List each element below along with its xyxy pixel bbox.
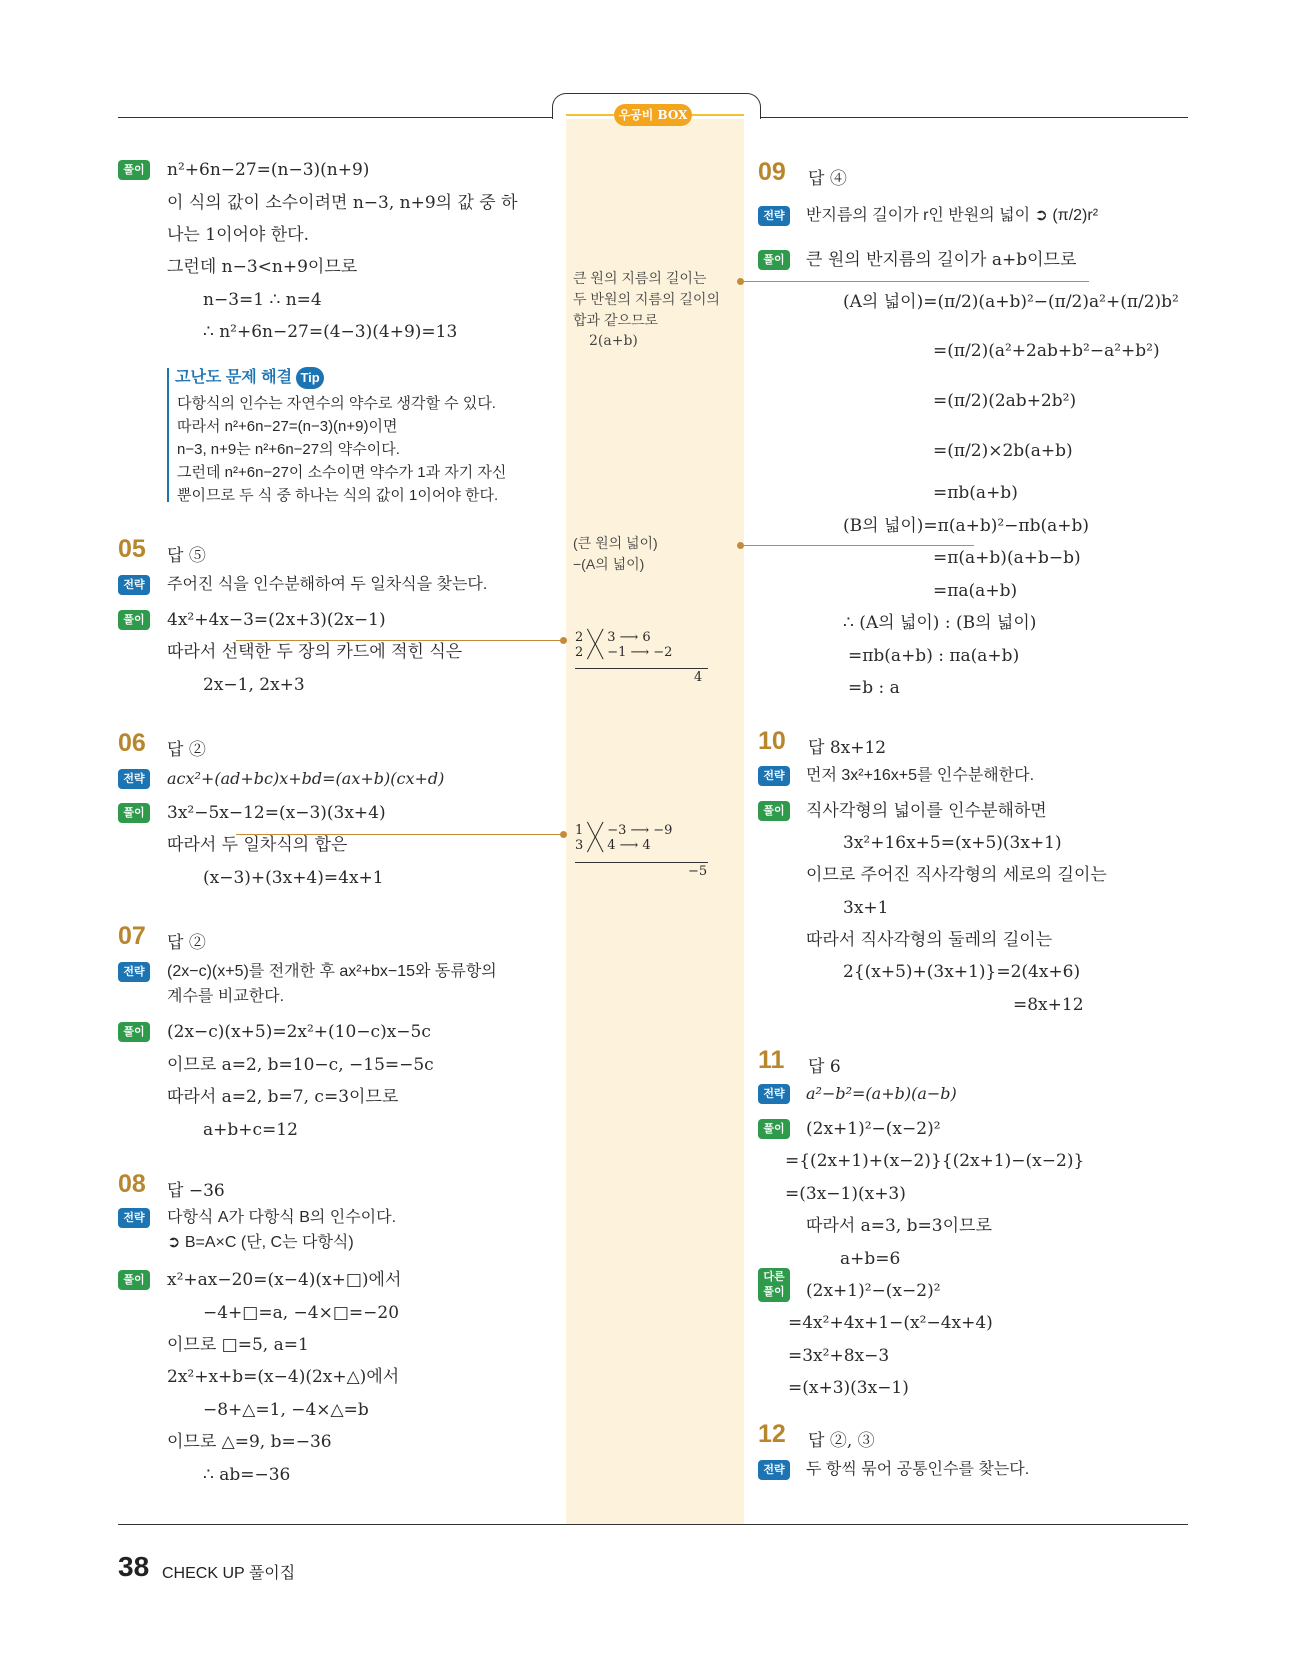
strat-tag: 전략 <box>118 962 150 982</box>
tip-line: n−3, n+9는 n²+6n−27의 약수이다. <box>177 441 400 458</box>
box-accent-left <box>566 114 614 116</box>
q05-answer: 답 ⑤ <box>167 546 206 566</box>
q10-strategy: 먼저 3x²+16x+5를 인수분해한다. <box>806 767 1035 784</box>
q10-line: 따라서 직사각형의 둘레의 길이는 <box>806 930 1053 950</box>
strat-tag: 전략 <box>758 206 790 226</box>
q09-line: =(π/2)(a²+2ab+b²−a²+b²) <box>933 341 1160 361</box>
connector-line <box>744 281 1089 282</box>
q07-line: 따라서 a=2, b=7, c=3이므로 <box>167 1087 399 1107</box>
tip-bar <box>167 368 173 502</box>
connector-dot <box>737 278 744 285</box>
q10-line: 3x+1 <box>843 898 889 918</box>
strat-tag: 전략 <box>758 1084 790 1104</box>
cross-sum: −5 <box>688 864 708 879</box>
cross-row: 1 ╲╱ −3 ⟶ −9 <box>575 823 673 838</box>
q04-line: ∴ n²+6n−27=(4−3)(4+9)=13 <box>203 322 458 342</box>
q08-line: 이므로 □=5, a=1 <box>167 1335 309 1355</box>
q04-line: 나는 1이어야 한다. <box>167 225 309 245</box>
cross-sum-rule <box>575 668 708 669</box>
q04-line: 이 식의 값이 소수이려면 n−3, n+9의 값 중 하 <box>167 193 518 213</box>
q08-line: x²+ax−20=(x−4)(x+□)에서 <box>167 1270 402 1290</box>
q06-answer: 답 ② <box>167 740 206 760</box>
q09-line: =(π/2)×2b(a+b) <box>933 441 1073 461</box>
cross-row: 2 ╲╱ 3 ⟶ 6 <box>575 630 651 645</box>
sol-tag: 풀이 <box>758 250 790 270</box>
q09-number: 09 <box>758 158 786 186</box>
tip-title-text: 고난도 문제 해결 <box>175 369 293 386</box>
footer-title: CHECK UP 풀이집 <box>162 1565 296 1582</box>
q05-line: 4x²+4x−3=(2x+3)(2x−1) <box>167 610 386 630</box>
tip-line: 뿐이므로 두 식 중 하나는 식의 값이 1이어야 한다. <box>177 487 499 504</box>
q10-line: 2{(x+5)+(3x+1)}=2(4x+6) <box>843 962 1081 982</box>
box-note-line: (큰 원의 넓이) <box>573 535 658 551</box>
q07-answer: 답 ② <box>167 933 206 953</box>
q06-line: (x−3)+(3x+4)=4x+1 <box>203 868 384 888</box>
sol-tag: 풀이 <box>118 160 150 180</box>
header-rule-left <box>118 117 552 118</box>
q12-number: 12 <box>758 1420 786 1448</box>
box-note-1 <box>573 268 720 352</box>
q08-line: −8+△=1, −4×△=b <box>203 1400 369 1420</box>
q10-line: 이므로 주어진 직사각형의 세로의 길이는 <box>806 865 1107 885</box>
strat-tag: 전략 <box>118 575 150 595</box>
tip-line: 그런데 n²+6n−27이 소수이면 약수가 1과 자기 자신 <box>177 464 507 481</box>
footer-rule <box>118 1524 1188 1525</box>
q09-strategy: 반지름의 길이가 r인 반원의 넓이 ➲ (π/2)r² <box>806 207 1099 224</box>
strat-tag: 전략 <box>758 766 790 786</box>
q07-line: 이므로 a=2, b=10−c, −15=−5c <box>167 1055 434 1075</box>
q05-line: 따라서 선택한 두 장의 카드에 적힌 식은 <box>167 642 463 662</box>
q08-line: 이므로 △=9, b=−36 <box>167 1432 332 1452</box>
q09-line: (A의 넓이)=(π/2)(a+b)²−(π/2)a²+(π/2)b² <box>843 292 1179 312</box>
cross-factor-1 <box>575 630 672 660</box>
cross-row: 2 ╱╲ −1 ⟶ −2 <box>575 645 673 660</box>
box-note-line: −(A의 넓이) <box>573 556 645 572</box>
q09-line: 큰 원의 반지름의 길이가 a+b이므로 <box>806 250 1077 270</box>
q10-answer: 답 8x+12 <box>808 738 887 758</box>
q07-line: a+b+c=12 <box>203 1120 298 1140</box>
q11-line: (2x+1)²−(x−2)² <box>806 1119 941 1139</box>
q09-line: =πb(a+b) : πa(a+b) <box>848 646 1020 666</box>
q04-line: 그런데 n−3<n+9이므로 <box>167 257 358 277</box>
q11-line: 따라서 a=3, b=3이므로 <box>806 1216 992 1236</box>
q11-line: a+b=6 <box>840 1249 901 1269</box>
tip-badge: Tip <box>296 367 324 389</box>
q10-line: =8x+12 <box>1013 995 1084 1015</box>
tip-line: 따라서 n²+6n−27=(n−3)(n+9)이면 <box>177 418 398 435</box>
q09-line: ∴ (A의 넓이) : (B의 넓이) <box>843 613 1037 633</box>
sol-tag: 풀이 <box>118 610 150 630</box>
q08-line: ∴ ab=−36 <box>203 1465 291 1485</box>
sol-tag: 풀이 <box>758 801 790 821</box>
q09-answer: 답 ④ <box>808 169 847 189</box>
q06-strategy: acx²+(ad+bc)x+bd=(ax+b)(cx+d) <box>167 769 445 788</box>
q07-strategy: 계수를 비교한다. <box>167 988 285 1005</box>
q08-strategy: 다항식 A가 다항식 B의 인수이다. <box>167 1209 397 1226</box>
q08-strategy: ➲ B=A×C (단, C는 다항식) <box>167 1234 354 1251</box>
sol-tag: 풀이 <box>118 803 150 823</box>
box-note-line: 두 반원의 지름의 길이의 <box>573 291 720 307</box>
q12-strategy: 두 항씩 묶어 공통인수를 찾는다. <box>806 1461 1030 1478</box>
header-rule-right <box>759 117 1188 118</box>
sol-tag: 풀이 <box>758 1119 790 1139</box>
box-note-line: 합과 같으므로 <box>573 312 659 328</box>
q11-answer: 답 6 <box>808 1057 841 1077</box>
q09-line: =πa(a+b) <box>933 581 1018 601</box>
connector-dot <box>560 637 567 644</box>
connector-line <box>236 834 566 835</box>
connector-line <box>744 545 974 546</box>
connector-dot <box>560 831 567 838</box>
q11-alt-line: =4x²+4x+1−(x²−4x+4) <box>788 1313 993 1333</box>
q08-line: 2x²+x+b=(x−4)(2x+△)에서 <box>167 1367 400 1387</box>
q04-line: n−3=1 ∴ n=4 <box>203 290 322 310</box>
cross-sum: 4 <box>694 670 703 685</box>
q09-line: =b : a <box>848 678 900 698</box>
cross-sum-rule <box>575 862 708 863</box>
q11-alt-line: (2x+1)²−(x−2)² <box>806 1281 941 1301</box>
q08-answer: 답 −36 <box>167 1181 225 1201</box>
q06-line: 3x²−5x−12=(x−3)(3x+4) <box>167 803 386 823</box>
q11-line: =(3x−1)(x+3) <box>785 1184 906 1204</box>
q08-line: −4+□=a, −4×□=−20 <box>203 1303 400 1323</box>
cross-row: 3 ╱╲ 4 ⟶ 4 <box>575 838 651 853</box>
q05-number: 05 <box>118 535 146 563</box>
box-accent-right <box>692 114 744 116</box>
tip-title <box>175 364 324 389</box>
q09-line: (B의 넓이)=π(a+b)²−πb(a+b) <box>843 516 1090 536</box>
q04-line: n²+6n−27=(n−3)(n+9) <box>167 160 370 180</box>
strat-tag: 전략 <box>118 1208 150 1228</box>
q06-line: 따라서 두 일차식의 합은 <box>167 835 348 855</box>
q06-number: 06 <box>118 729 146 757</box>
cross-factor-2 <box>575 823 672 853</box>
sol-tag: 풀이 <box>118 1022 150 1042</box>
box-note-line: 큰 원의 지름의 길이는 <box>573 270 707 286</box>
q09-line: =πb(a+b) <box>933 483 1018 503</box>
q08-number: 08 <box>118 1170 146 1198</box>
q12-answer: 답 ②, ③ <box>808 1431 875 1451</box>
q09-line: =π(a+b)(a+b−b) <box>933 548 1081 568</box>
connector-dot <box>737 542 744 549</box>
box-badge: 우공비 BOX <box>614 104 692 126</box>
q07-number: 07 <box>118 922 146 950</box>
q11-number: 11 <box>758 1046 785 1074</box>
q05-strategy: 주어진 식을 인수분해하여 두 일차식을 찾는다. <box>167 576 488 593</box>
connector-line <box>236 640 566 641</box>
tip-line: 다항식의 인수는 자연수의 약수로 생각할 수 있다. <box>177 395 496 412</box>
q11-alt-line: =(x+3)(3x−1) <box>788 1378 909 1398</box>
strat-tag: 전략 <box>758 1460 790 1480</box>
strat-tag: 전략 <box>118 769 150 789</box>
q10-line: 3x²+16x+5=(x+5)(3x+1) <box>843 833 1062 853</box>
q07-strategy: (2x−c)(x+5)를 전개한 후 ax²+bx−15와 동류항의 <box>167 963 497 980</box>
q11-alt-line: =3x²+8x−3 <box>788 1346 890 1366</box>
q05-line: 2x−1, 2x+3 <box>203 675 305 695</box>
q10-number: 10 <box>758 727 786 755</box>
box-note-line: 2(a+b) <box>589 333 638 349</box>
page-number: 38 <box>118 1551 150 1582</box>
q11-line: ={(2x+1)+(x−2)}{(2x+1)−(x−2)} <box>785 1151 1085 1171</box>
q11-strategy: a²−b²=(a+b)(a−b) <box>806 1084 957 1103</box>
q07-line: (2x−c)(x+5)=2x²+(10−c)x−5c <box>167 1022 431 1042</box>
alt-sol-tag: 다른 풀이 <box>758 1268 790 1302</box>
q09-line: =(π/2)(2ab+2b²) <box>933 391 1077 411</box>
box-note-2 <box>573 533 658 575</box>
q10-line: 직사각형의 넓이를 인수분해하면 <box>806 801 1047 821</box>
sol-tag: 풀이 <box>118 1270 150 1290</box>
